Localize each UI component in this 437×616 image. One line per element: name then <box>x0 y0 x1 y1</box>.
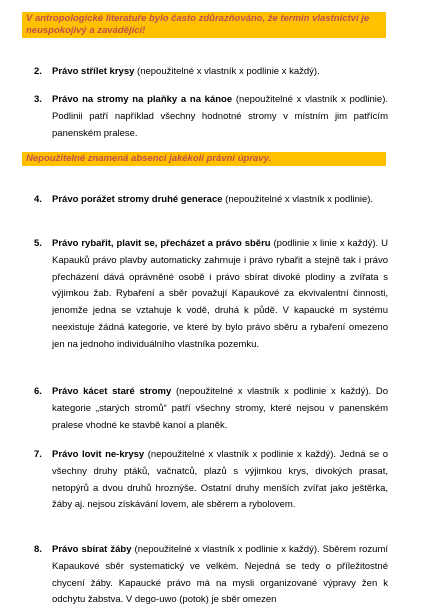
item-title: Právo kácet staré stromy <box>52 386 172 397</box>
item-title: Právo na stromy na plaňky a na kánoe <box>52 94 233 105</box>
list-item-2 <box>34 64 388 81</box>
item-title: Právo rybařit, plavit se, přecházet a právo sběru <box>52 238 271 249</box>
list-number: 7. <box>34 449 42 460</box>
item-text: (podlinie x linie x každý). U Kapauků právo plavby automaticky zahrnuje i právo rybařit a stejně tak i právo přecházení dává oprávněné osobě i právo sbírat divoké plodiny a zvířata s výjimkou žab. Rybaření a sběr považují Kapaukové za ekvivalentní činnosti, jenomže jedna se vztahuje k vodě, druhá k půdě. V kapaucké m systému neexistuje žádná kategorie, ve které by bylo právo sběru a rybaření omezeno jen na jednoho individuálního vlastníka pozemku. <box>52 238 388 350</box>
list-item-8 <box>34 542 389 609</box>
item-text: (nepoužitelné x vlastník x podlinie). Podlinii patří například všechny hodnotné stromy v místním jim patřícím panenském pralese. <box>52 94 389 139</box>
item-text: (nepoužitelné x vlastník x podlinie x každý). Sběrem rozumí Kapaukové sběr systematický ve velkém. Nejedná se tedy o příležitostné chycení žáby. Kapaucké právo má na mysli organizované výpravy žen k odchytu žabstva. V dego-uwo (potok) je sběr omezen <box>52 544 389 606</box>
list-item-7 <box>34 447 388 514</box>
list-number: 5. <box>34 238 42 249</box>
item-text: (nepoužitelné x vlastník x podlinie x každý). Do kategorie „starých stromů“ patří všechny stromy, které nejsou v panenském pralese vhodné ke stavbě kanoí a planěk. <box>52 386 388 431</box>
highlight-callout-terminology: V antropologické literatuře bylo často zdůrazňováno, že termín vlastnictví je neuspokojivý a zavádějící! <box>22 12 386 38</box>
item-text: (nepoužitelné x vlastník x podlinie x každý). Jedná se o všechny druhy ptáků, vačnatců, plazů s výjimkou krys, divokých prasat, netopýrů a dvou druhů hroznýše. Ostatní druhy menších zvířat jako ještěrka, žáby aj. nejsou získávání lovem, ale sběrem a rybolovem. <box>52 449 388 511</box>
item-title: Právo porážet stromy druhé generace <box>52 194 223 205</box>
list-item-6 <box>34 384 388 434</box>
item-title: Právo střílet krysy <box>52 66 135 77</box>
list-number: 8. <box>34 544 42 555</box>
list-number: 2. <box>34 66 42 77</box>
item-title: Právo lovit ne-krysy <box>52 449 145 460</box>
list-item-3 <box>34 92 389 142</box>
list-item-4 <box>34 192 388 209</box>
list-number: 6. <box>34 386 42 397</box>
highlight-callout-definition: Nepoužitelné znamená absenci jakékoli právní úpravy. <box>22 152 386 166</box>
item-title: Právo sbírat žáby <box>52 544 132 555</box>
item-text: (nepoužitelné x vlastník x podlinie x každý). <box>134 66 320 77</box>
list-number: 3. <box>34 94 42 105</box>
list-number: 4. <box>34 194 42 205</box>
list-item-5 <box>34 236 388 354</box>
item-text: (nepoužitelné x vlastník x podlinie). <box>222 194 374 205</box>
